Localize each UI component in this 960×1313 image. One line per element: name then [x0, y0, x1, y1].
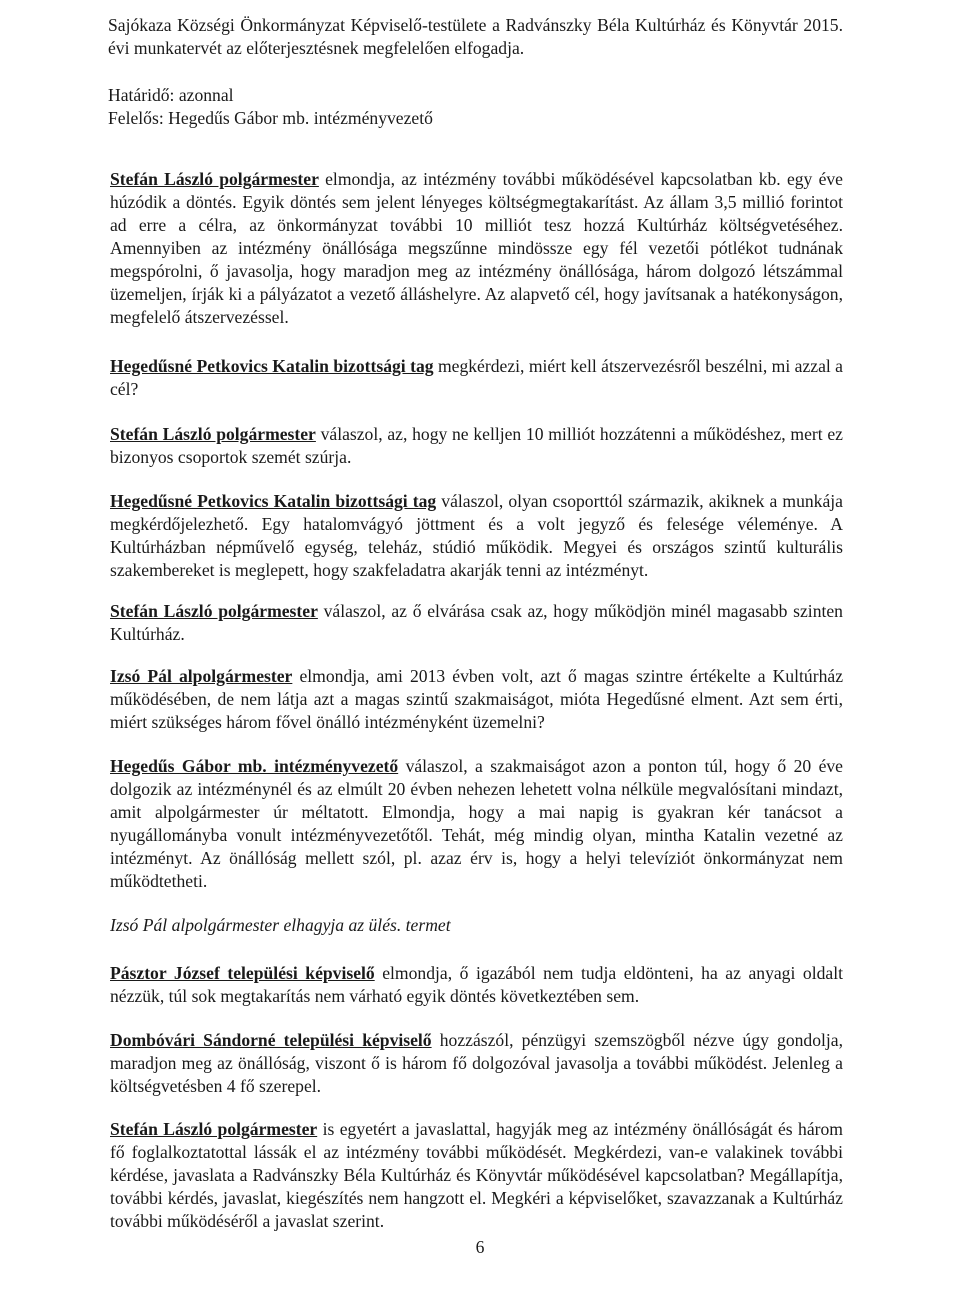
paragraph-text: is egyetért a javaslattal, hagyják meg az intézmény önállóságát és három fő foglalkoztatottal lássák el az intézmény további működését. Megkérdezi, van-e valakinek további kérdése, javaslata a Radvánszky Béla Kultúrház és Könyvtár működésével kapcsolatban? Megállapítja, további kérdés, javaslat, kiegészítés nem hangzott el. Megkéri a képviselőket, szavazzanak a Kultúrház további működéséről a javaslat szerint.	[110, 1119, 843, 1231]
paragraph-text: elmondja, ő igazából nem tudja eldönteni, ha az anyagi oldalt nézzük, túl sok megtakarítás nem várható egyik döntés következtében sem.	[110, 963, 843, 1006]
speaker-name: Hegedűs Gábor mb. intézményvezető	[110, 756, 399, 776]
paragraph	[110, 168, 843, 329]
paragraph-text: elmondja, ami 2013 évben volt, azt ő magas szintre értékelte a Kultúrház működésében, de nem látja azt a magas szintű szakmaiságot, mióta Hegedűsné elment. Azt sem érti, miért szükséges három fővel önálló intézményként üzemelni?	[110, 666, 843, 732]
paragraph	[110, 962, 843, 1008]
paragraph-text: válaszol, a szakmaiságot azon a ponton túl, hogy ő 20 éve dolgozik az intézménynél és az elmúlt 20 évben nehezen lehetett volna nélküle megvalósítani mindazt, amit alpolgármester úr méltatott. Elmondja, hogy a mai napig is gyakran kér tanácsot a nyugállományba vonult intézményvezetőtől. Tehát, még mindig olyan, mintha Katalin vezetné az intézményt. Az önállóság mellett szól, pl. azaz érv is, hogy a helyi televíziót önkormányzat nem működtetheti.	[110, 756, 843, 891]
paragraph	[110, 600, 843, 646]
speaker-name: Stefán László polgármester	[110, 424, 316, 444]
speaker-name: Pásztor József települési képviselő	[110, 963, 375, 983]
speaker-name: Stefán László polgármester	[110, 169, 319, 189]
paragraph-text: megkérdezi, miért kell átszervezésről beszélni, mi azzal a cél?	[110, 356, 843, 399]
paragraph	[110, 665, 843, 734]
intro-paragraph: Sajókaza Községi Önkormányzat Képviselő-testülete a Radvánszky Béla Kultúrház és Könyvtár 2015. évi munkatervét az előterjesztésnek megfelelően elfogadja.	[108, 15, 843, 58]
paragraph-text: hozzászól, pénzügyi szemszögből nézve úgy gondolja, maradjon meg az önállóság, viszont ő is három fő dolgozóval javasolja a további működést. Jelenleg a költségvetésben 4 fő szerepel.	[110, 1030, 843, 1096]
paragraph	[110, 423, 843, 469]
paragraph-text: elmondja, az intézmény további működésével kapcsolatban kb. egy éve húzódik a döntés. Egyik döntés sem jelent lényeges költségmegtakarítást. Az állam 3,5 millió forintot ad erre a célra, az önkormányzat további 10 milliót tesz hozzá Kultúrház költségvetéséhez. Amennyiben az intézmény önállósága megszűnne mindössze egy fél vezetői pótlékot tudnának megspórolni, ő javasolja, hogy maradjon meg az intézmény önállósága, három dolgozó létszámmal üzemeljen, írják ki a pályázatot a vezető álláshelyre. Az alapvető cél, hogy javítsanak a hatékonyságon, megfelelő átszervezéssel.	[110, 169, 843, 327]
paragraph-text: válaszol, az ő elvárása csak az, hogy működjön minél magasabb szinten Kultúrház.	[110, 601, 843, 644]
speaker-name: Hegedűsné Petkovics Katalin bizottsági tag	[110, 491, 437, 511]
speaker-name: Dombóvári Sándorné települési képviselő	[110, 1030, 432, 1050]
speaker-name: Hegedűsné Petkovics Katalin bizottsági tag	[110, 356, 434, 376]
speaker-name: Stefán László polgármester	[110, 601, 318, 621]
resolution-meta	[108, 84, 843, 130]
speaker-name: Stefán László polgármester	[110, 1119, 318, 1139]
paragraph	[110, 355, 843, 401]
paragraph	[110, 490, 843, 582]
page-number: 6	[475, 1237, 485, 1257]
paragraph	[110, 755, 843, 893]
deadline-line: Határidő: azonnal	[108, 85, 234, 105]
italic-note: Izsó Pál alpolgármester elhagyja az ülés. termet	[110, 915, 451, 935]
paragraph-text: válaszol, olyan csoporttól származik, akiknek a munkája megkérdőjelezhető. Egy hatalomvágyó jöttment és a volt jegyző és felesége véleménye. A Kultúrházban népművelő egység, teleház, stúdió működik. Megyei és országos szintű kulturális szakembereket is meglepett, hogy szakfeladatra akarják tenni az intézményt.	[110, 491, 843, 580]
responsible-line: Felelős: Hegedűs Gábor mb. intézményvezető	[108, 108, 433, 128]
paragraph	[110, 1118, 843, 1233]
speaker-name: Izsó Pál alpolgármester	[110, 666, 293, 686]
paragraph-text: válaszol, az, hogy ne kelljen 10 milliót hozzátenni a működéshez, mert ez bizonyos csoportok szemét szúrja.	[110, 424, 843, 467]
paragraph	[110, 1029, 843, 1098]
